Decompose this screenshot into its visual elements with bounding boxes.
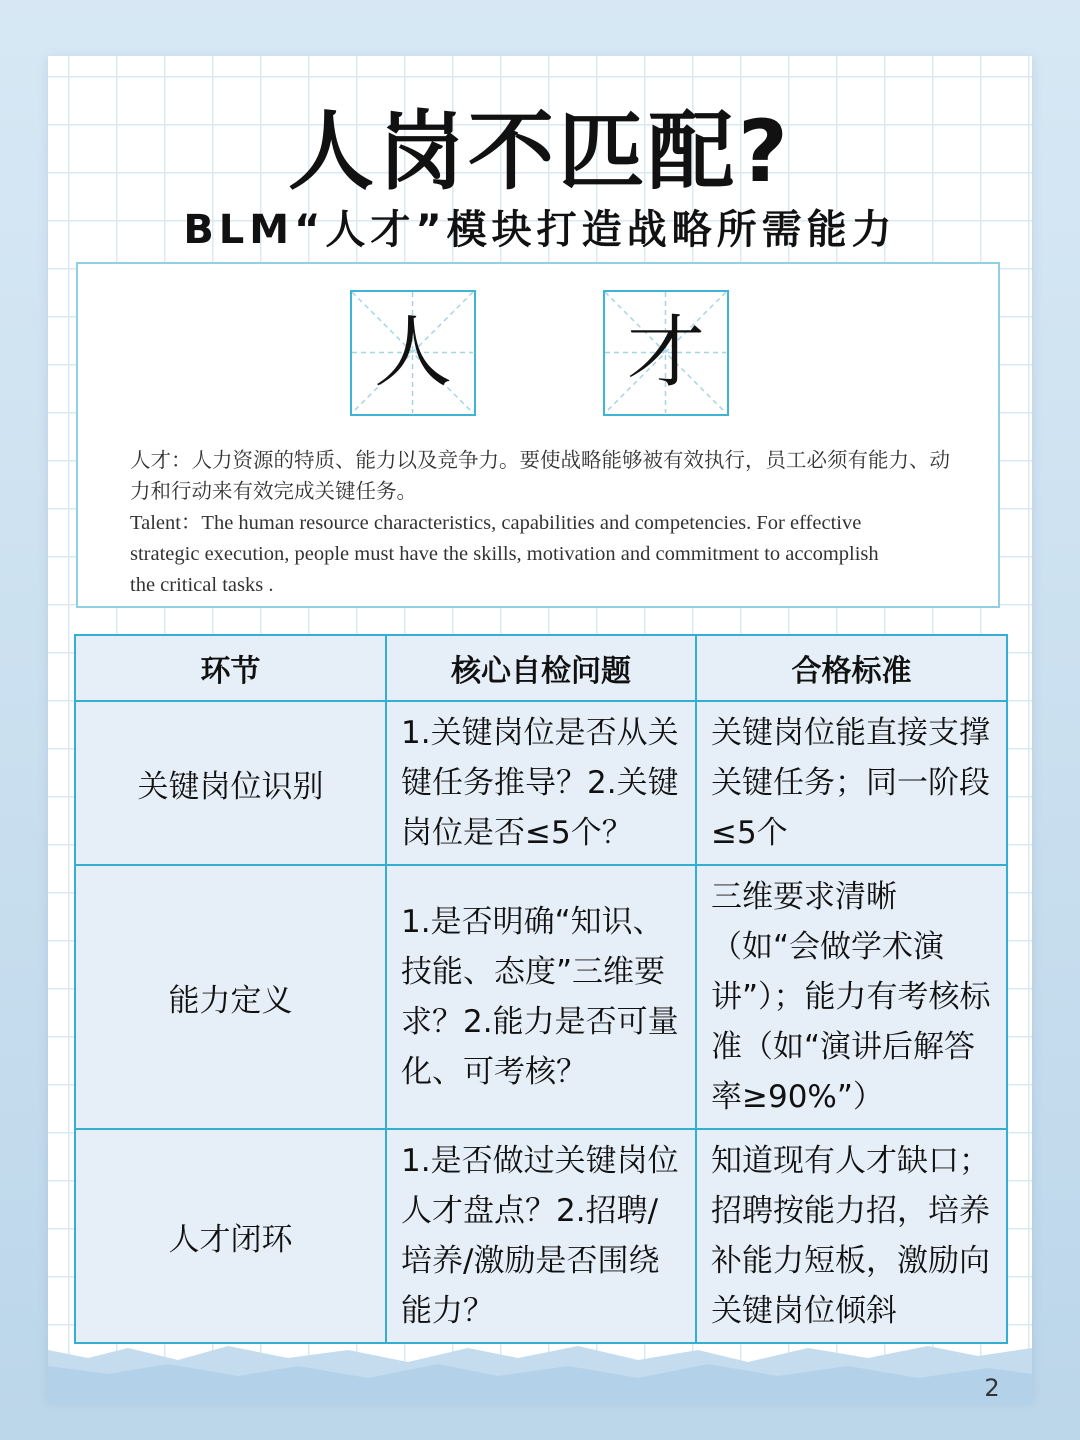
definition-en-line-1: Talent：The human resource characteristics, capabilities and competencies. For effective <box>130 512 862 534</box>
row-standard: 三维要求清晰（如“会做学术演讲”）；能力有考核标准（如“演讲后解答率≥90%”） <box>696 865 1007 1129</box>
char-grid-box-cai <box>603 290 729 416</box>
definition-en-line-3: the critical tasks . <box>130 574 274 596</box>
table-row <box>75 1129 1007 1343</box>
page-number: 2 <box>984 1374 1000 1402</box>
table-row <box>75 701 1007 865</box>
row-stage: 能力定义 <box>75 865 386 1129</box>
char-grid-box-ren <box>350 290 476 416</box>
table-header-row <box>75 635 1007 701</box>
definition-text <box>130 446 960 601</box>
row-question: 1.是否明确“知识、技能、态度”三维要求？2.能力是否可量化、可考核？ <box>386 865 696 1129</box>
row-standard: 知道现有人才缺口；招聘按能力招，培养补能力短板，激励向关键岗位倾斜 <box>696 1129 1007 1343</box>
row-question: 1.是否做过关键岗位人才盘点？2.招聘/培养/激励是否围绕能力？ <box>386 1129 696 1343</box>
page-title: 人岗不匹配? <box>288 102 792 202</box>
torn-paper-edge <box>48 1340 1032 1404</box>
page-subtitle: BLM“人才”模块打造战略所需能力 <box>183 207 897 253</box>
header-standard: 合格标准 <box>696 635 1007 701</box>
table-row <box>75 865 1007 1129</box>
header-question: 核心自检问题 <box>386 635 696 701</box>
row-stage: 关键岗位识别 <box>75 701 386 865</box>
row-standard: 关键岗位能直接支撑关键任务；同一阶段≤5个 <box>696 701 1007 865</box>
row-question: 1.关键岗位是否从关键任务推导？2.关键岗位是否≤5个？ <box>386 701 696 865</box>
checklist-table <box>74 634 1008 1344</box>
definition-en-line-2: strategic execution, people must have the skills, motivation and commitment to accomplish <box>130 543 879 565</box>
header-stage: 环节 <box>75 635 386 701</box>
char-ren: 人 <box>373 308 452 398</box>
row-stage: 人才闭环 <box>75 1129 386 1343</box>
char-cai: 才 <box>626 308 705 398</box>
definition-card <box>76 262 1000 608</box>
definition-zh: 人才：人力资源的特质、能力以及竞争力。要使战略能够被有效执行，员工必须有能力、动力和行动来有效完成关键任务。 <box>130 450 950 503</box>
